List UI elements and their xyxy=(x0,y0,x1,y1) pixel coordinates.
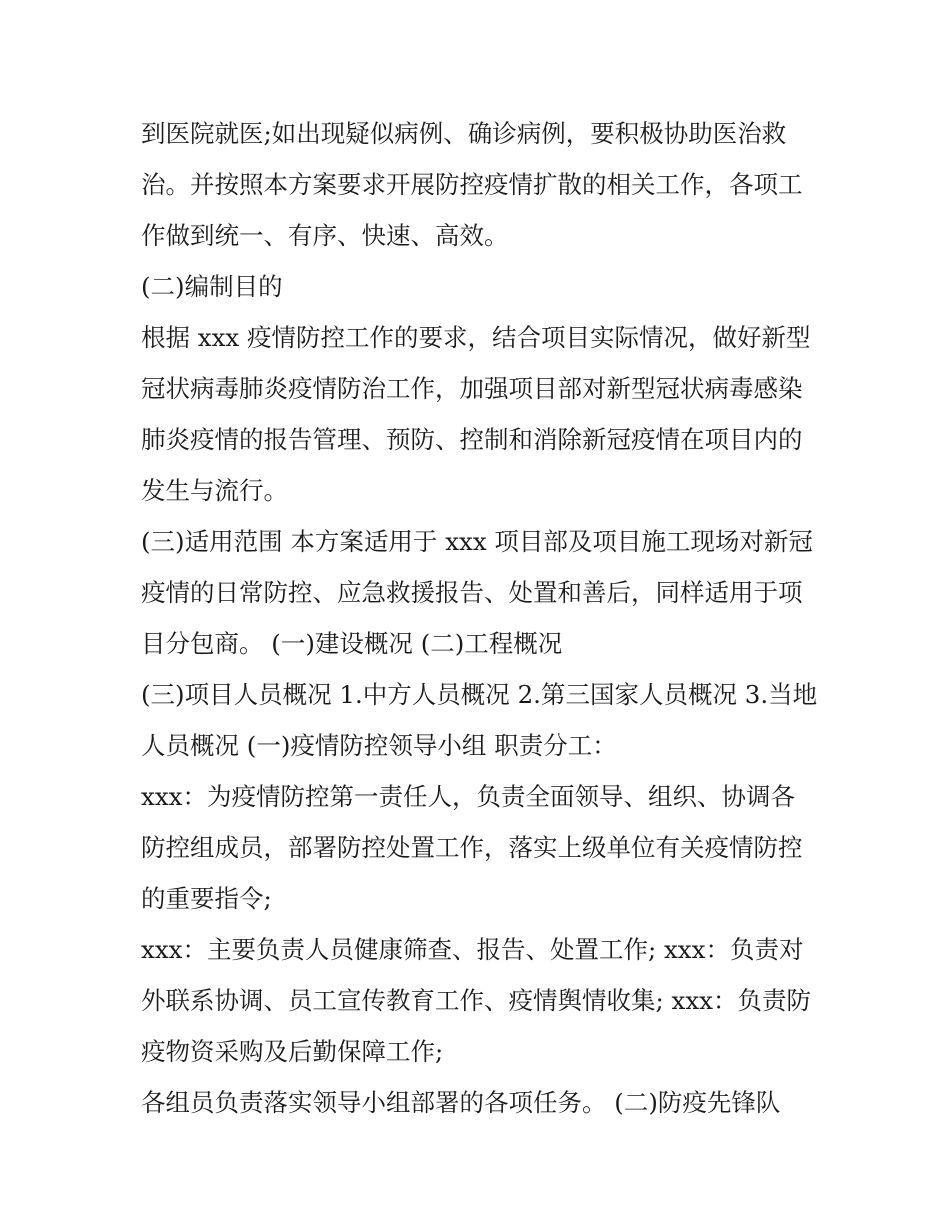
text-line: 防控组成员，部署防控处置工作，落实上级单位有关疫情防控 xyxy=(141,833,803,862)
document-body xyxy=(141,108,821,1128)
text-line: 疫情的日常防控、应急救援报告、处置和善后，同样适用于项 xyxy=(141,578,803,607)
text-line: 发生与流行。 xyxy=(141,476,288,505)
section-heading: (二)编制目的 xyxy=(141,272,283,301)
text-line: xxx：为疫情防控第一责任人，负责全面领导、组织、协调各 xyxy=(141,782,795,811)
text-line: (三)项目人员概况 1.中方人员概况 2.第三国家人员概况 3.当地 xyxy=(141,680,818,709)
text-line: 外联系协调、员工宣传教育工作、疫情舆情收集; xxx：负责防 xyxy=(141,986,811,1015)
text-line: 治。并按照本方案要求开展防控疫情扩散的相关工作，各项工 xyxy=(141,170,803,199)
text-line: 肺炎疫情的报告管理、预防、控制和消除新冠疫情在项目内的 xyxy=(141,425,803,454)
text-line: 人员概况 (一)疫情防控领导小组 职责分工： xyxy=(141,731,617,760)
text-line: 冠状病毒肺炎疫情防治工作，加强项目部对新型冠状病毒感染 xyxy=(141,374,803,403)
text-line: 疫物资采购及后勤保障工作; xyxy=(141,1037,444,1066)
text-line: 各组员负责落实领导小组部署的各项任务。 (二)防疫先锋队 xyxy=(141,1088,781,1117)
text-line: 作做到统一、有序、快速、高效。 xyxy=(141,221,509,250)
text-line: 到医院就医;如出现疑似病例、确诊病例，要积极协助医治救 xyxy=(141,119,787,148)
text-line: (三)适用范围 本方案适用于 xxx 项目部及项目施工现场对新冠 xyxy=(141,527,813,556)
text-line: 目分包商。 (一)建设概况 (二)工程概况 xyxy=(141,629,563,658)
text-line: 根据 xxx 疫情防控工作的要求，结合项目实际情况，做好新型 xyxy=(141,323,811,352)
text-line: 的重要指令; xyxy=(141,884,272,913)
text-line: xxx：主要负责人员健康筛查、报告、处置工作; xxx：负责对 xyxy=(141,935,804,964)
